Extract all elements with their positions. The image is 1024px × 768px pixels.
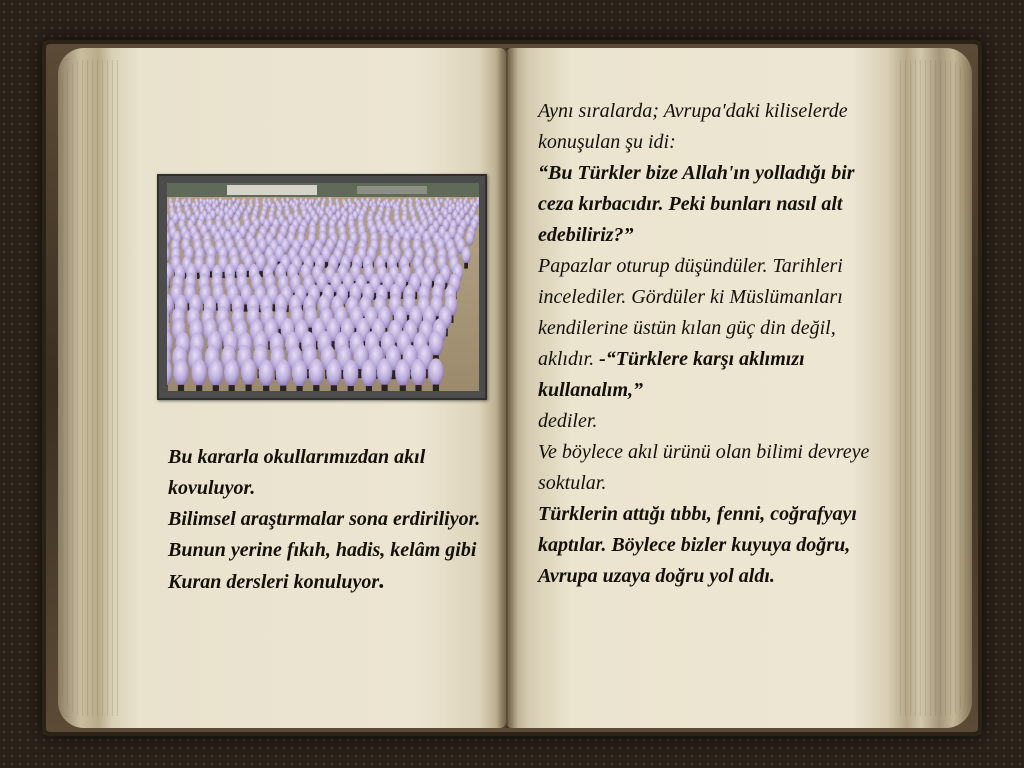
crowd-figure-skirt (415, 385, 421, 391)
crowd-figure-skirt (313, 385, 319, 391)
crowd-figure-skirt (167, 385, 168, 391)
crowd-figure (292, 360, 307, 388)
left-line-3-text: Bunun yerine fıkıh, hadis, kelâm gibi Kuran dersleri konuluyor (168, 539, 477, 593)
crowd-figure (259, 359, 274, 387)
crowd-figure (326, 359, 341, 387)
crowd-figure-skirt (331, 385, 337, 391)
left-line-3 (168, 535, 508, 598)
crowd-figure-skirt (433, 385, 439, 391)
crowd-figure-skirt (246, 385, 252, 391)
left-line-2: Bilimsel araştırmalar sona erdiriliyor. (168, 508, 481, 530)
crowd-figure (461, 247, 471, 264)
crowd-figure-skirt (280, 386, 286, 391)
crowd-figure-skirt (348, 386, 354, 391)
crowd-figure-skirt (213, 385, 219, 391)
crowd-figure (448, 205, 453, 215)
crowd-figure-skirt (464, 263, 468, 269)
crowd-figure (232, 197, 236, 203)
crowd-photo-icon (167, 183, 479, 391)
crowd-figure (428, 358, 443, 386)
crowd-figure-skirt (196, 385, 202, 391)
left-line-1: Bu kararla okullarımızdan akıl kovuluyor. (168, 446, 426, 499)
right-line-3-text: Papazlar oturup düşündüler. Tarihleri incelediler. Gördüler ki Müslümanları kendilerine üstün kılan güç din değil, aklıdır. (538, 255, 843, 370)
crowd-figure (276, 359, 291, 387)
left-paragraph (168, 442, 508, 598)
crowd-figures (167, 197, 479, 391)
right-quote-2: -“Türklere karşı aklımızı kullanalım,” (538, 348, 805, 401)
right-page-edges (900, 60, 968, 716)
crowd-figure (361, 360, 376, 388)
crowd-figure-skirt (382, 385, 388, 391)
crowd-figure (395, 359, 410, 387)
crowd-figure-skirt (263, 386, 269, 391)
crowd-figure-skirt (366, 386, 372, 391)
crowd-figure (309, 359, 324, 387)
crowd-figure (440, 198, 444, 204)
right-line-5: Ve böylece akıl ürünü olan bilimi devreye soktular. (538, 441, 870, 494)
left-line-3-end: . (379, 568, 386, 594)
crowd-figure (241, 358, 256, 386)
crowd-figure-skirt (297, 386, 303, 391)
crowd-figure-skirt (400, 385, 406, 391)
crowd-figure-skirt (229, 385, 235, 391)
crowd-figure (466, 231, 474, 246)
crowd-figure-skirt (178, 385, 184, 391)
right-line-3 (538, 251, 878, 406)
crowd-figure (208, 359, 223, 387)
crowd-figure (192, 359, 207, 387)
right-line-1: Aynı sıralarda; Avrupa'daki kiliselerde konuşulan şu idi: (538, 100, 848, 153)
right-quote-1: “Bu Türkler bize Allah'ın yolladığı bir ceza kırbacıdır. Peki bunları nasıl alt edebiliriz?” (538, 162, 855, 246)
photo-frame (157, 174, 487, 400)
crowd-figure (224, 359, 239, 387)
book-spine (496, 48, 518, 728)
right-paragraph (538, 96, 878, 592)
right-line-4: dediler. (538, 410, 598, 432)
crowd-figure (411, 359, 426, 387)
left-page-edges (62, 60, 122, 716)
right-line-6: Türklerin attığı tıbbı, fenni, coğrafyayı kaptılar. Böylece bizler kuyuya doğru, Avrupa uzaya doğru yol aldı. (538, 503, 857, 587)
crowd-figure (377, 358, 392, 386)
crowd-figure (173, 359, 188, 387)
crowd-figure (343, 360, 358, 388)
